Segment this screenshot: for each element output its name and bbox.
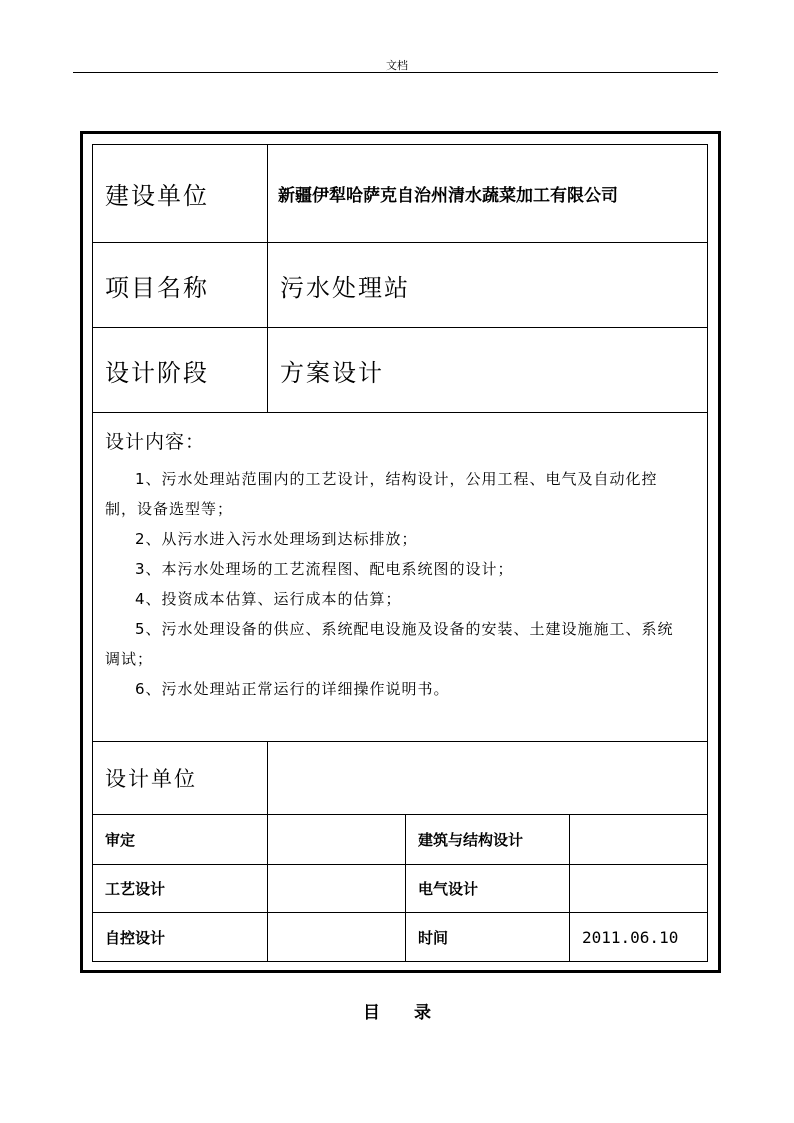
design-stage-label: 设计阶段 [93,328,268,413]
autocontrol-label: 自控设计 [93,913,268,962]
design-stage-value: 方案设计 [268,328,708,413]
design-unit-value [268,742,708,815]
document-header-label: 文档 [386,59,408,72]
construction-unit-label: 建设单位 [93,145,268,243]
project-info-table [92,144,708,962]
design-content-item: 3、本污水处理场的工艺流程图、配电系统图的设计； [135,560,514,578]
row-project-name [93,243,708,328]
time-label: 时间 [406,913,570,962]
design-content-item: 2、从污水进入污水处理场到达标排放； [135,530,418,548]
electrical-value [570,865,708,913]
autocontrol-value [268,913,406,962]
review-label: 审定 [93,815,268,865]
row-process [93,865,708,913]
design-content-item: 1、污水处理站范围内的工艺设计，结构设计，公用工程、电气及自动化控制，设备选型等； [105,470,658,518]
design-content-title: 设计内容： [105,431,206,453]
row-construction-unit [93,145,708,243]
row-design-unit [93,742,708,815]
design-content-cell [93,413,708,742]
arch-struct-value [570,815,708,865]
electrical-label: 电气设计 [406,865,570,913]
project-name-value: 污水处理站 [268,243,708,328]
design-content-item: 4、投资成本估算、运行成本的估算； [135,590,402,608]
time-value: 2011.06.10 [570,913,708,962]
arch-struct-label: 建筑与结构设计 [406,815,570,865]
row-design-content [93,413,708,742]
process-value [268,865,406,913]
row-design-stage [93,328,708,413]
project-name-label: 项目名称 [93,243,268,328]
header-rule [73,72,718,73]
row-autocontrol [93,913,708,962]
row-review [93,815,708,865]
process-label: 工艺设计 [93,865,268,913]
design-content-item: 5、污水处理设备的供应、系统配电设施及设备的安装、土建设施施工、系统调试； [105,620,674,668]
design-content-item: 6、污水处理站正常运行的详细操作说明书。 [135,680,450,698]
review-value [268,815,406,865]
design-unit-label: 设计单位 [93,742,268,815]
construction-unit-value: 新疆伊犁哈萨克自治州清水蔬菜加工有限公司 [268,145,708,243]
toc-title: 目录 [363,1003,465,1023]
